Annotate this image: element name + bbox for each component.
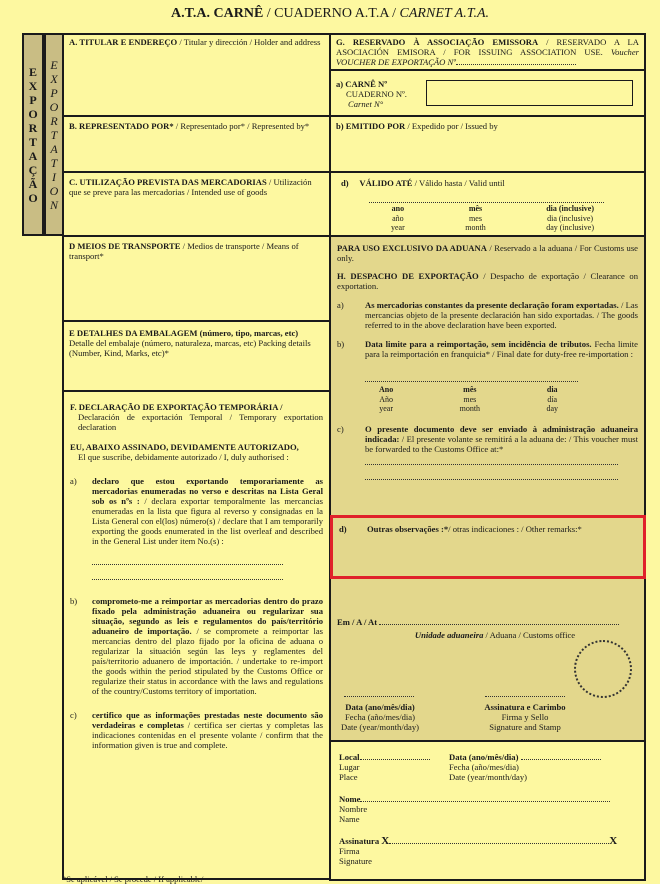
sidebar-letter: O [28, 190, 38, 205]
customs-signature-field[interactable] [485, 696, 565, 697]
sig-date-pt: Data (ano/mês/dia) [449, 752, 519, 762]
item-numbers-line-2[interactable] [92, 579, 283, 580]
section-f-declaration [62, 390, 331, 880]
customs-office-at [337, 617, 637, 627]
clause-c-text: / certifica ser ciertas y completas las indicaciones contenidas en el presente volante / confirm that the information given is true and complete. [92, 720, 323, 750]
cuaderno-no-label: CUADERNO Nº. [346, 89, 407, 99]
sidebar-letter: O [49, 183, 59, 198]
sidebar-letter: T [50, 155, 58, 170]
carnet-number-input[interactable] [426, 80, 633, 106]
sign-pt: Assinatura e Carimbo [484, 702, 566, 712]
other-remarks-marker: d) [339, 524, 347, 534]
reimport-date-labels [379, 385, 558, 414]
signature-field[interactable] [389, 843, 609, 844]
document-title [0, 6, 660, 22]
sidebar-letter: R [50, 113, 58, 128]
month-en: month [459, 404, 481, 413]
valid-until-heading: VÁLIDO ATÉ [359, 178, 413, 188]
signature-mark-start: X [381, 835, 390, 847]
section-d-heading: D MEIOS DE TRANSPORTE [69, 241, 181, 251]
customs-date-field[interactable] [344, 696, 414, 697]
title-en: CARNET A.T.A. [399, 6, 490, 21]
signature-en: Signature [339, 856, 372, 866]
sig-date-en: Date (year/month/day) [449, 772, 528, 782]
year-pt: Ano [379, 385, 394, 394]
name-en: Name [339, 814, 360, 824]
voucher-label: Voucher VOUCHER DE EXPORTAÇÃO Nº [336, 47, 639, 67]
name-pt: Nome [339, 794, 361, 804]
customs-office-line-1[interactable] [365, 464, 618, 465]
section-b-issued-by[interactable] [329, 115, 646, 173]
carnet-no-label: a) CARNÊ Nº [336, 79, 388, 89]
place-date-row [339, 752, 636, 782]
customs-c-marker: c) [337, 423, 344, 434]
section-h-heading: H. DESPACHO DE EXPORTAÇÃO [337, 271, 479, 281]
section-d-label: / Medios de transporte / Means of transport* [69, 241, 299, 261]
title-pt: A.T.A. CARNÊ [170, 6, 264, 21]
valid-until-label: / Válido hasta / Valid until [412, 178, 505, 188]
sidebar-letter: Ç [28, 162, 38, 177]
section-d-valid-until [329, 171, 646, 237]
clause-c [70, 710, 323, 750]
customs-a-text: / Las mercancias objeto de la presente declaración han sido exportadas. / The goods referred to in the above declaration have been exported. [365, 300, 638, 330]
day-pt: dia [546, 385, 558, 394]
section-a-carnet-number [329, 69, 646, 117]
sidebar-letter: P [29, 92, 37, 107]
month-es: mes [463, 394, 477, 404]
year-en: year [391, 223, 405, 232]
clause-c-marker: c) [70, 710, 77, 720]
place-field[interactable] [360, 759, 430, 760]
issued-by-heading: b) EMITIDO POR [336, 121, 406, 131]
sidebar-letter: A [28, 148, 38, 163]
clause-b-text: / se compromete a reimportar las mercancias dentro del plazo fijado por la oficina de aduana o regularizar la situación según las leys y reglamentes del país/territorio aduanero de importación. / undertake to re-import the goods within the period stipulated by the Customs Office or regularize their status in accordance with the laws and regulations of the country/Customs territory of importation. [92, 626, 323, 696]
day-es: día [547, 394, 558, 404]
signature-pt: Assinatura [339, 836, 380, 846]
section-e-heading: E DETALHES DA EMBALAGEM (número, tipo, marcas, etc) [69, 328, 299, 338]
clause-b-bold: comprometo-me a reimportar as mercadorias dentro do prazo fixado pela administração aduaneira ou regularizar sua situação, segundo as leis e regulamentos do país/território aduaneiro de importação. [92, 596, 323, 636]
month-en: month [465, 223, 486, 232]
reimport-date-field[interactable] [365, 381, 578, 382]
customs-clause-c [337, 424, 638, 480]
section-e-packing[interactable] [62, 320, 331, 392]
name-field[interactable] [360, 801, 610, 802]
clause-c-bold: certifico que as informações prestadas neste documento são verdadeiras e completas [92, 710, 323, 730]
sidebar-exportation [44, 33, 64, 236]
sidebar-letter: X [50, 71, 58, 86]
customs-office-caption [380, 630, 610, 640]
section-d-transport[interactable] [62, 235, 331, 322]
sidebar-exportacao [22, 33, 44, 236]
year-es: Año [379, 394, 393, 404]
day-en: day [546, 404, 558, 413]
customs-a-bold: As mercadorias constantes da presente declaração foram exportadas. [365, 300, 619, 310]
date-pt: Data (ano/mês/dia) [345, 702, 415, 712]
section-c-label: / Utilización que se preve para las mercadorias / Intended use of goods [69, 177, 312, 197]
item-numbers-line-1[interactable] [92, 564, 283, 565]
sig-date-es: Fecha (año/mes/dia) [449, 762, 519, 772]
undersigned-heading: EU, ABAIXO ASSINADO, DEVIDAMENTE AUTORIZADO, [70, 442, 299, 452]
other-remarks-field[interactable] [330, 515, 646, 579]
carnet-no-en-label: Carnet N° [348, 99, 384, 109]
customs-office-at-field[interactable] [379, 624, 619, 625]
clause-a-text: / declara exportar temporalmente las mercancias enumeradas en la lista que figura al reverso y consignadas en la Lista General con el(los) número(s) / declare that I am temporarily exporting the goods enumerated in the list overleaf and described in the General List under item No.(s) : [92, 496, 323, 546]
section-a-heading: A. TITULAR E ENDEREÇO [69, 37, 178, 47]
valid-until-marker: d) [341, 178, 349, 188]
place-en: Place [339, 772, 358, 782]
office-bold: Unidade aduaneira [414, 630, 484, 640]
section-g-issuing-association [329, 33, 646, 71]
customs-date-labels [330, 702, 430, 732]
section-c-intended-use[interactable] [62, 171, 331, 237]
customs-header-label: / Reservado a la aduana / For Customs use only. [337, 243, 638, 263]
sidebar-letter: E [50, 57, 58, 72]
undersigned-label: El que suscribe, debidamente autorizado / I, duly authorised : [78, 452, 289, 462]
sidebar-letter: O [49, 99, 59, 114]
sidebar-letter: T [50, 127, 58, 142]
day-en: day (inclusive) [546, 223, 594, 232]
voucher-number-field[interactable] [456, 64, 576, 65]
year-en: year [379, 404, 393, 413]
office-label: / Aduana / Customs office [483, 630, 576, 640]
name-row [339, 794, 636, 824]
day-pt: dia (inclusive) [546, 204, 594, 213]
section-f-heading: F. DECLARAÇÃO DE EXPORTAÇÃO TEMPORÁRIA / [70, 402, 283, 412]
date-es: Fecha (año/mes/dia) [345, 712, 415, 722]
section-a-holder[interactable] [62, 33, 331, 117]
customs-c-bold: O presente documento deve ser enviado à administração aduaneira indicada: [365, 423, 638, 444]
clause-b-marker: b) [70, 596, 78, 606]
footnote: *Se aplicável / Se procede / If applicable/ [62, 874, 204, 884]
section-b-represented-by[interactable] [62, 115, 331, 173]
sidebar-letter: R [28, 120, 38, 135]
section-e-label: Detalle del embalaje (número, naturaleza, marcas, etc) Packing details (Number, Kind, Marks, etc)* [69, 338, 311, 358]
month-pt: mês [468, 204, 483, 213]
section-f-sub: Declaración de exportación Temporal / Temporary exportation declaration [78, 412, 323, 432]
issued-by-label: / Expedido por / Issued by [405, 121, 498, 131]
section-g-label: / RESERVADO A LA ASOCIACIÓN EMISORA / FOR ISSUING ASSOCIATION USE. [336, 37, 640, 57]
clause-a-bold: declaro que estou exportando temporariamente as mercadorias enumeradas no verso e descritas na Lista Geral sob os nºs : [92, 476, 323, 506]
customs-c-text: / El presente volante se remitirá a la aduana de: / This voucher must be forwarded to the Customs Office at:* [365, 433, 638, 454]
year-pt: ano [391, 204, 405, 213]
sidebar-letter: O [28, 106, 38, 121]
sidebar-letter: Ã [28, 176, 38, 191]
section-g-heading: G. RESERVADO À ASSOCIAÇÃO EMISSORA [336, 37, 539, 47]
sidebar-letter: A [50, 141, 58, 156]
sig-date-field[interactable] [521, 759, 601, 760]
customs-clause-a [337, 300, 638, 330]
sidebar-letter: X [28, 78, 38, 93]
sign-en: Signature and Stamp [489, 722, 561, 732]
sidebar-letter: E [28, 64, 37, 79]
month-es: mes [469, 213, 482, 223]
clause-b [70, 596, 323, 696]
signature-mark-end: X [609, 835, 618, 847]
section-b-label: / Representado por* / Represented by* [173, 121, 310, 131]
customs-a-marker: a) [337, 300, 344, 310]
valid-until-date-labels [391, 204, 594, 233]
signature-row [339, 836, 636, 866]
sidebar-letter: N [49, 197, 58, 212]
section-b-heading: B. REPRESENTADO POR* [69, 121, 174, 131]
year-es: año [392, 213, 404, 223]
clause-a [70, 476, 323, 580]
place-es: Lugar [339, 762, 360, 772]
title-es: / CUADERNO A.T.A / [263, 6, 400, 21]
other-remarks-heading: Outras observações :* [367, 524, 449, 534]
place-pt: Local [339, 752, 360, 762]
signature-es: Firma [339, 846, 360, 856]
sidebar-letter: T [28, 134, 37, 149]
stamp-circle [574, 640, 632, 698]
customs-clause-b [337, 339, 638, 414]
customs-b-marker: b) [337, 339, 345, 349]
customs-b-text: Fecha limite para la reimportación en franquicia* / Final date for duty-free re-importation : [365, 339, 638, 359]
customs-b-bold: Data limite para a reimportação, sem incidência de tributos. [365, 339, 592, 349]
sidebar-letter: I [52, 169, 56, 184]
customs-sign-labels [470, 702, 580, 732]
clause-a-marker: a) [70, 476, 77, 486]
other-remarks-label: / otras indicaciones : / Other remarks:* [448, 524, 582, 534]
section-a-label: / Titular y dirección / Holder and address [177, 37, 321, 47]
section-c-heading: C. UTILIZAÇÃO PREVISTA DAS MERCADORIAS [69, 177, 267, 187]
day-es: dia (inclusive) [547, 213, 594, 223]
customs-header: PARA USO EXCLUSIVO DA ADUANA [337, 243, 487, 253]
sign-es: Firma y Sello [501, 712, 549, 722]
name-es: Nombre [339, 804, 368, 814]
declarant-signature-section [329, 740, 646, 881]
sidebar-letter: P [50, 85, 58, 100]
at-label: Em / A / At [337, 617, 378, 627]
month-pt: mês [463, 385, 477, 394]
valid-until-date-field[interactable] [369, 202, 604, 203]
customs-office-line-2[interactable] [365, 479, 618, 480]
section-h-label: / Despacho de exportação / Clearance on exportation. [337, 271, 638, 291]
date-en: Date (year/month/day) [340, 722, 420, 732]
